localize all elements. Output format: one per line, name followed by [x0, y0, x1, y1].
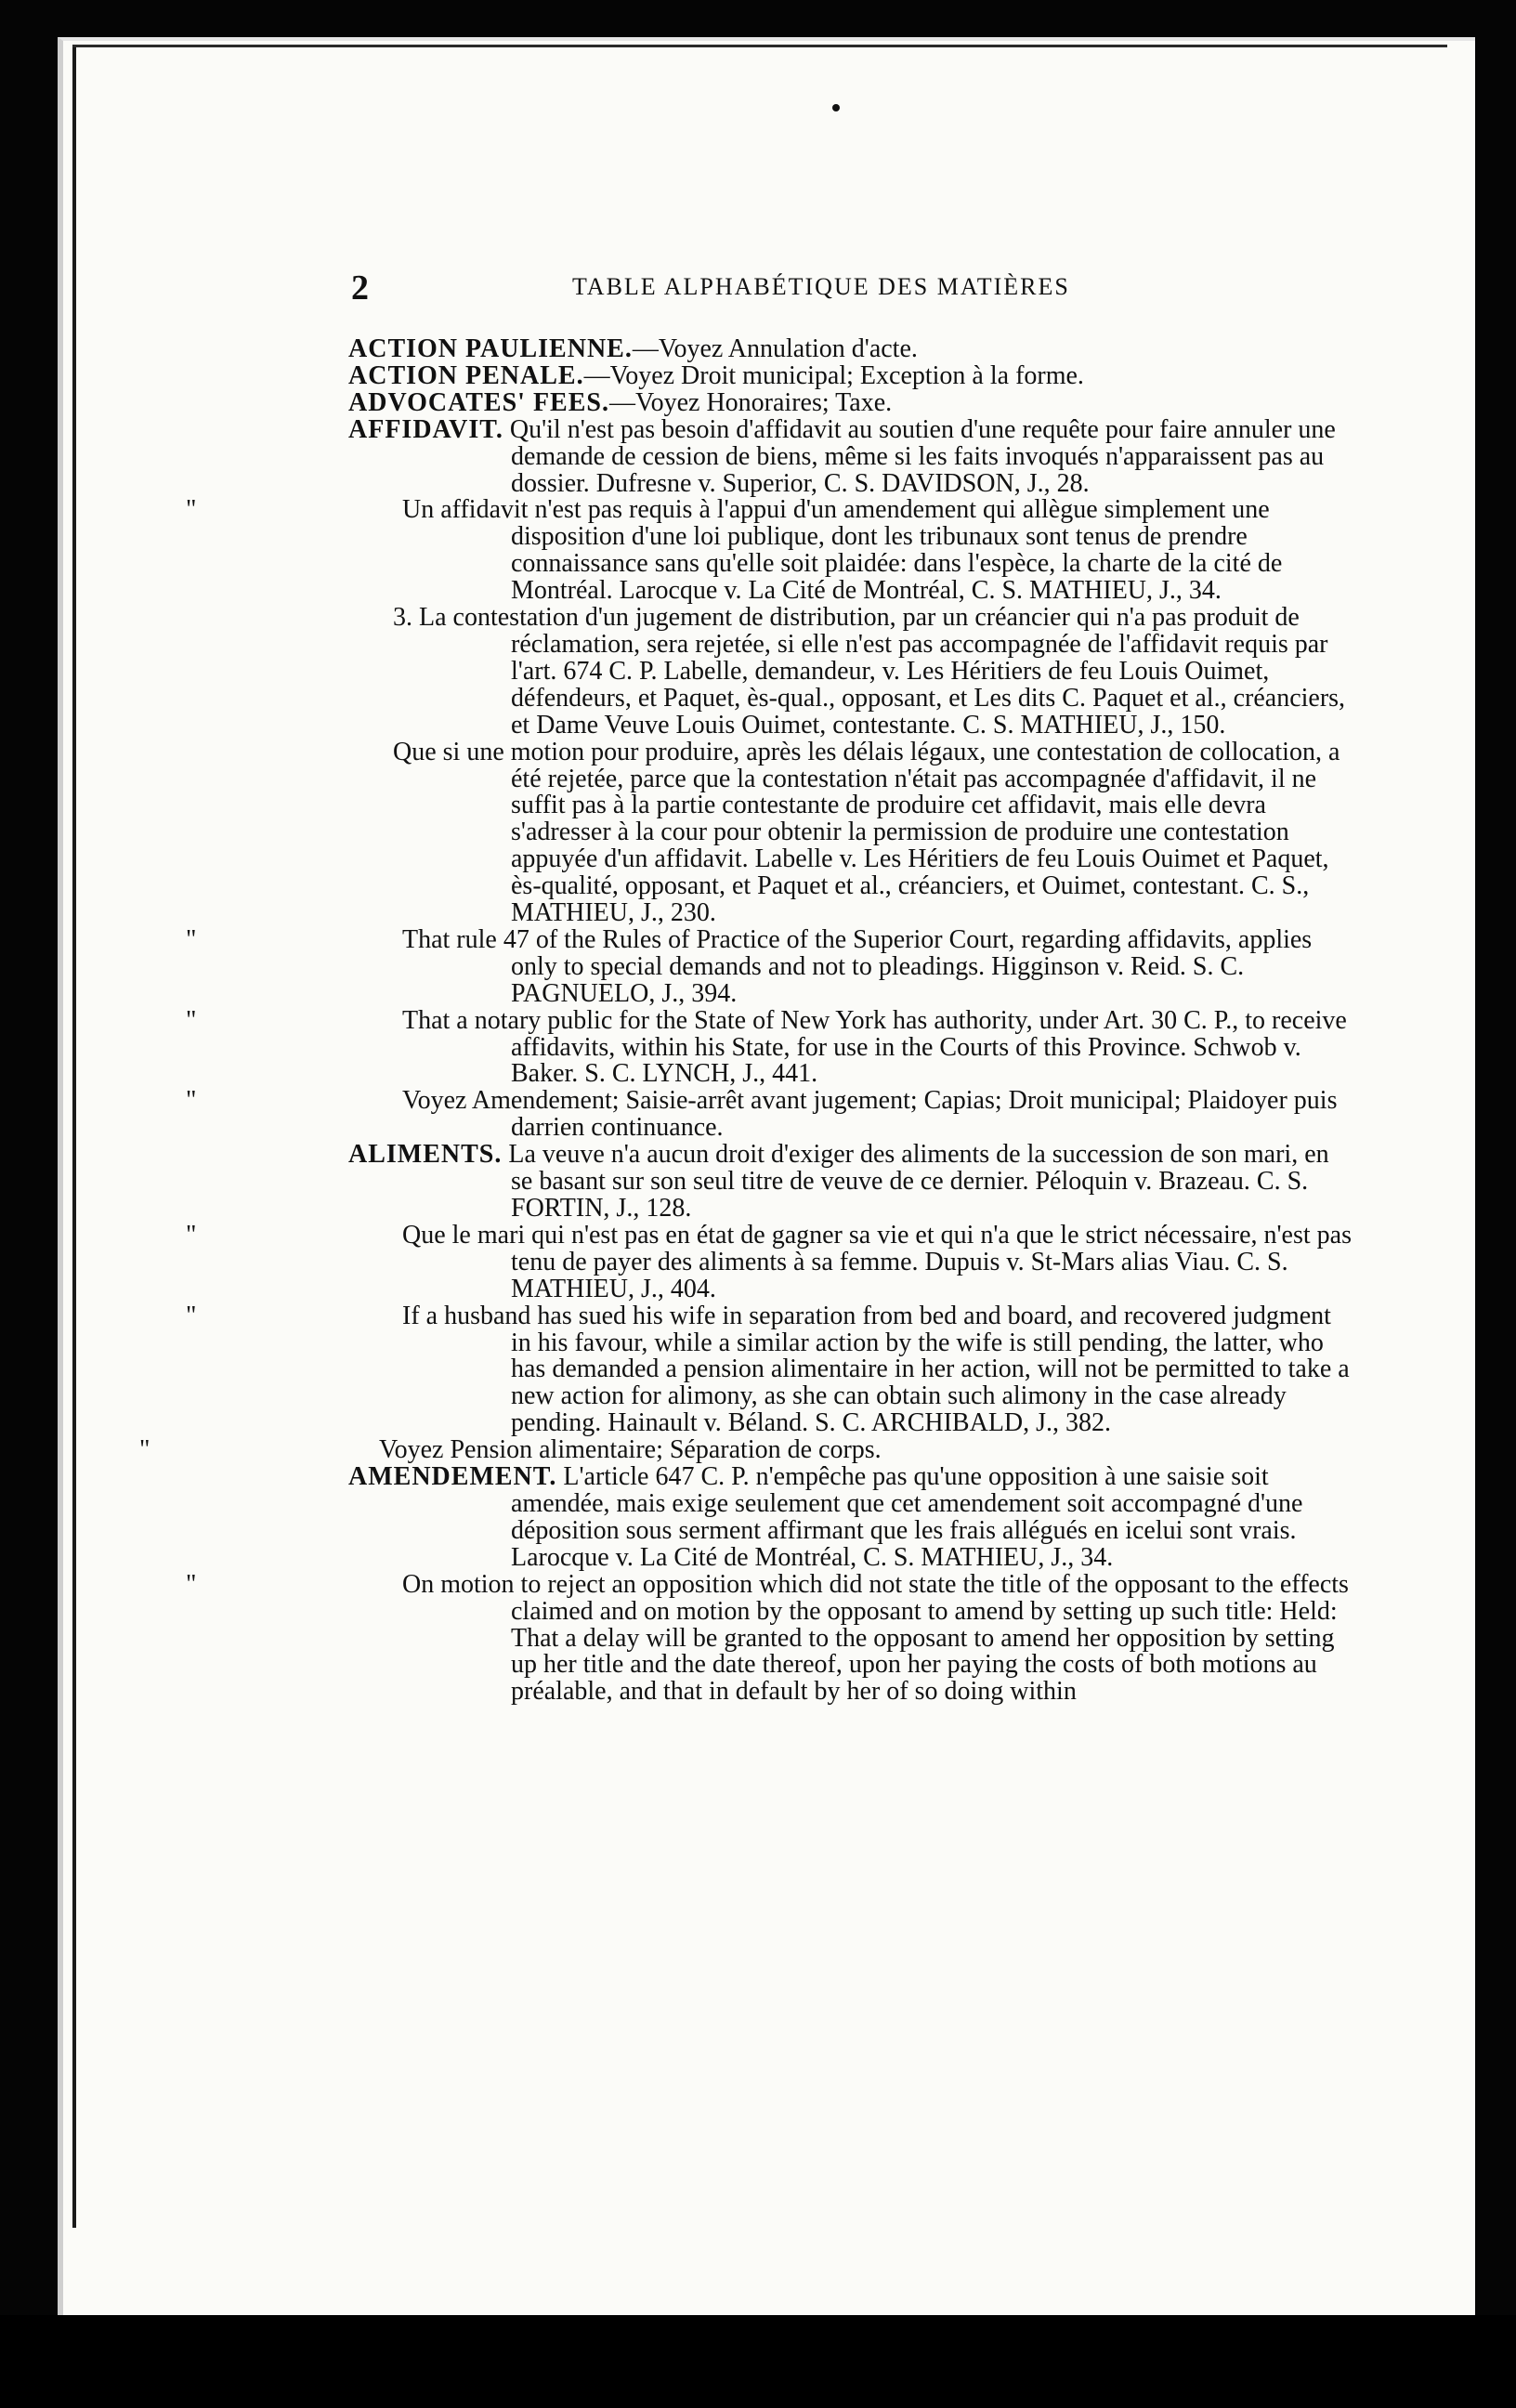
ditto-mark: " [139, 1435, 150, 1465]
entry-text: Un affidavit n'est pas requis à l'appui d'un amendement qui allègue simplement une disposition d'une loi publique, dont les tribunaux sont tenus de prendre connaissance sans qu'elle soit plaidée: dans l'espèce, la charte de la cité de Montréal. Larocque v. La Cité de Montréal, C. S. MATHIEU, J., 34. [402, 495, 1283, 606]
entry-text: L'article 647 C. P. n'empêche pas qu'une opposition à une saisie soit amendée, mais exige seulement que cet amendement soit accompagné d'une déposition sous serment affirmant que les frais allégués en icelui sont vrais. Larocque v. La Cité de Montréal, C. S. MATHIEU, J., 34. [511, 1462, 1303, 1572]
entry-keyword: ACTION PAULIENNE. [348, 334, 633, 363]
page-number: 2 [351, 268, 369, 308]
entry-text: Que le mari qui n'est pas en état de gagner sa vie et qui n'a que le strict nécessaire, n'est pas tenu de payer des aliments à sa femme. Dupuis v. St-Mars alias Viau. C. S. MATHIEU, J., 404. [402, 1220, 1352, 1303]
entry-text: On motion to reject an opposition which did not state the title of the opposant to the effects claimed and on motion by the opposant to amend by setting up such title: Held: That a delay will be granted to the opposant to amend her opposition by setting up her title and the date thereof, upon her paying the costs of both motions au préalable, and that in default by her of so doing within [402, 1569, 1349, 1707]
running-header [351, 268, 1113, 308]
entry-text: —Voyez Annulation d'acte. [632, 334, 918, 363]
ditto-mark: " [186, 1005, 197, 1035]
entry-text: Qu'il n'est pas besoin d'affidavit au soutien d'une requête pour faire annuler une demande de cession de biens, même si les faits invoqués n'apparaissent pas au dossier. Dufresne v. Superior, C. S. DAVIDSON, J., 28. [503, 414, 1336, 498]
index-subentry [186, 1086, 1352, 1143]
entry-keyword: ACTION PENALE. [348, 360, 584, 390]
index-entry [348, 414, 1352, 498]
entry-keyword: ADVOCATES' FEES. [348, 387, 609, 417]
index-subentry [186, 495, 1352, 606]
entry-keyword: ALIMENTS. [348, 1140, 503, 1170]
ditto-mark: " [186, 1220, 197, 1250]
index-subentry [186, 1569, 1352, 1707]
ink-dot [832, 104, 840, 111]
entry-text: Voyez Pension alimentaire; Séparation de corps. [379, 1435, 882, 1465]
index-subentry [348, 605, 1352, 739]
index-subentry [186, 1005, 1352, 1089]
page-top-edge [72, 45, 1447, 47]
ditto-mark: " [186, 1569, 197, 1599]
entry-text: Voyez Amendement; Saisie-arrêt avant jugement; Capias; Droit municipal; Plaidoyer puis darrien continuance. [402, 1086, 1338, 1143]
entry-text: La veuve n'a aucun droit d'exiger des aliments de la succession de son mari, en se basant sur son seul titre de veuve de ce dernier. Péloquin v. Brazeau. C. S. FORTIN, J., 128. [502, 1140, 1329, 1223]
ditto-mark: " [186, 1301, 197, 1330]
index-entry [348, 336, 1352, 363]
entry-text: 3. La contestation d'un jugement de distribution, par un créancier qui n'a pas produit de réclamation, sera rejetée, si elle n'est pas accompagnée de l'affidavit requis par l'art. 674 C. P. Labelle, demandeur, v. Les Héritiers de feu Louis Ouimet, défendeurs, et Paquet, ès-qual., opposant, et Les dits C. Paquet et al., créanciers, et Dame Veuve Louis Ouimet, contestante. C. S. MATHIEU, J., 150. [393, 603, 1346, 739]
index-subentry [348, 739, 1352, 927]
running-title: TABLE ALPHABÉTIQUE DES MATIÈRES [572, 273, 1070, 300]
entry-text: —Voyez Honoraires; Taxe. [608, 387, 893, 417]
entry-keyword: AFFIDAVIT. [348, 414, 503, 444]
entry-text: If a husband has sued his wife in separation from bed and board, and recovered judgment in his favour, while a similar action by the wife is still pending, the latter, who has demanded a pension alimentaire in her action, will not be permitted to take a new action for alimony, as she can obtain such alimony in the case already pending. Hainault v. Béland. S. C. ARCHIBALD, J., 382. [402, 1301, 1350, 1438]
ditto-mark: " [186, 1086, 197, 1116]
index-entry [348, 387, 1352, 417]
index-entry [348, 1464, 1352, 1572]
index-subentry [186, 924, 1352, 1008]
entry-text: —Voyez Droit municipal; Exception à la forme. [583, 360, 1084, 390]
entry-keyword: AMENDEMENT. [348, 1462, 557, 1492]
entry-text: Que si une motion pour produire, après les délais légaux, une contestation de collocation, a été rejetée, parce que la contestation n'était pas accompagnée d'affidavit, il ne suffit pas à la partie contestante de produire cet affidavit, mais elle devra s'adresser à la cour pour obtenir la permission de produire une contestation appuyée d'un affidavit. Labelle v. Les Héritiers de feu Louis Ouimet et Paquet, ès-qualité, opposant, et Paquet et al., créanciers, et Ouimet, contestant. C. S., MATHIEU, J., 230. [393, 737, 1340, 928]
page-gutter-line [72, 45, 76, 2228]
entry-text: That rule 47 of the Rules of Practice of the Superior Court, regarding affidavits, applies only to special demands and not to pleadings. Higginson v. Reid. S. C. PAGNUELO, J., 394. [402, 924, 1313, 1008]
scan-bottom-edge [0, 2315, 1516, 2408]
index-body [139, 334, 1352, 1707]
ditto-mark: " [186, 495, 197, 525]
entry-text: That a notary public for the State of New York has authority, under Art. 30 C. P., to receive affidavits, within his State, for use in the Courts of this Province. Schwob v. Baker. S. C. LYNCH, J., 441. [402, 1005, 1347, 1089]
index-subentry [186, 1301, 1352, 1438]
index-entry [348, 360, 1352, 390]
index-subentry [186, 1220, 1352, 1303]
index-entry [348, 1142, 1352, 1223]
ditto-mark: " [186, 924, 197, 954]
index-subentry [139, 1435, 1352, 1465]
